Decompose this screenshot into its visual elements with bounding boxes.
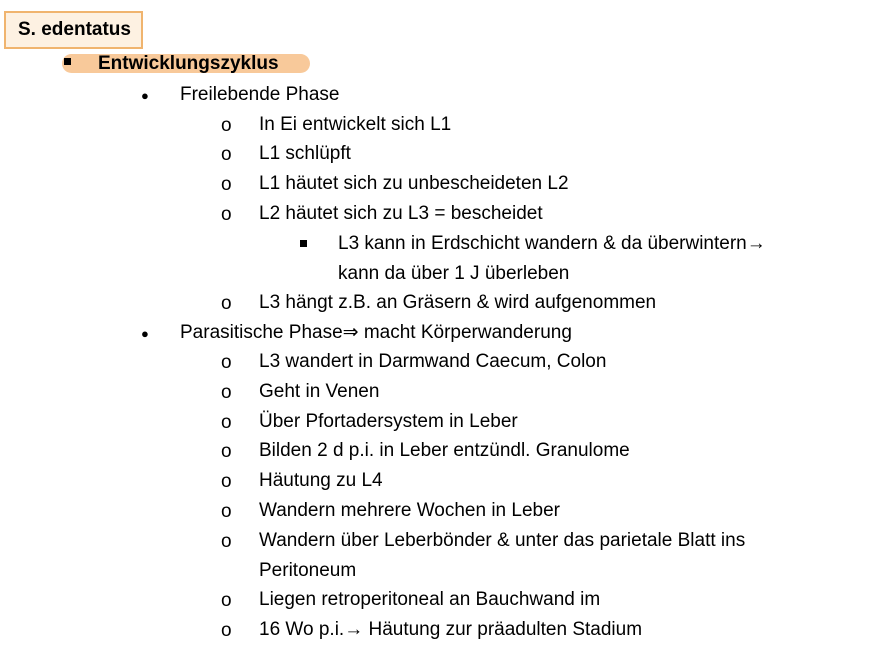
section-title: Entwicklungszyklus: [98, 53, 279, 74]
circle-bullet-icon: o: [221, 352, 232, 373]
list-item: 16 Wo p.i.→ Häutung zur präadulten Stadium: [259, 619, 643, 640]
phase2-title: Parasitische Phase⇒ macht Körperwanderung: [180, 322, 572, 343]
circle-bullet-icon: o: [221, 204, 232, 225]
list-item: L3 wandert in Darmwand Caecum, Colon: [259, 351, 607, 372]
list-item-continuation: Peritoneum: [259, 560, 357, 581]
sub-list-item-continuation: kann da über 1 J überleben: [338, 263, 570, 284]
disc-bullet-icon: ●: [141, 326, 149, 341]
circle-bullet-icon: o: [221, 620, 232, 641]
disc-bullet-icon: ●: [141, 88, 149, 103]
circle-bullet-icon: o: [221, 174, 232, 195]
phase1-title: Freilebende Phase: [180, 84, 340, 105]
list-item: Häutung zu L4: [259, 470, 383, 491]
list-item: Wandern über Leberbönder & unter das parietale Blatt ins: [259, 530, 746, 551]
list-item: L2 häutet sich zu L3 = bescheidet: [259, 203, 543, 224]
circle-bullet-icon: o: [221, 293, 232, 314]
circle-bullet-icon: o: [221, 471, 232, 492]
circle-bullet-icon: o: [221, 412, 232, 433]
circle-bullet-icon: o: [221, 501, 232, 522]
circle-bullet-icon: o: [221, 590, 232, 611]
list-item: L1 häutet sich zu unbescheideten L2: [259, 173, 569, 194]
list-item: L3 hängt z.B. an Gräsern & wird aufgenommen: [259, 292, 657, 313]
list-item: Über Pfortadersystem in Leber: [259, 411, 518, 432]
circle-bullet-icon: o: [221, 144, 232, 165]
list-item: Wandern mehrere Wochen in Leber: [259, 500, 560, 521]
square-bullet-icon: [64, 58, 71, 65]
heading-box: [4, 11, 143, 49]
circle-bullet-icon: o: [221, 382, 232, 403]
heading-title: S. edentatus: [18, 19, 131, 40]
list-item: L1 schlüpft: [259, 143, 351, 164]
list-item: Liegen retroperitoneal an Bauchwand im: [259, 589, 601, 610]
list-item: In Ei entwickelt sich L1: [259, 114, 452, 135]
circle-bullet-icon: o: [221, 115, 232, 136]
circle-bullet-icon: o: [221, 531, 232, 552]
square-bullet-icon: [300, 240, 307, 247]
sub-list-item: L3 kann in Erdschicht wandern & da überwintern→: [338, 233, 766, 254]
circle-bullet-icon: o: [221, 441, 232, 462]
list-item: Bilden 2 d p.i. in Leber entzündl. Granulome: [259, 440, 630, 461]
list-item: Geht in Venen: [259, 381, 380, 402]
